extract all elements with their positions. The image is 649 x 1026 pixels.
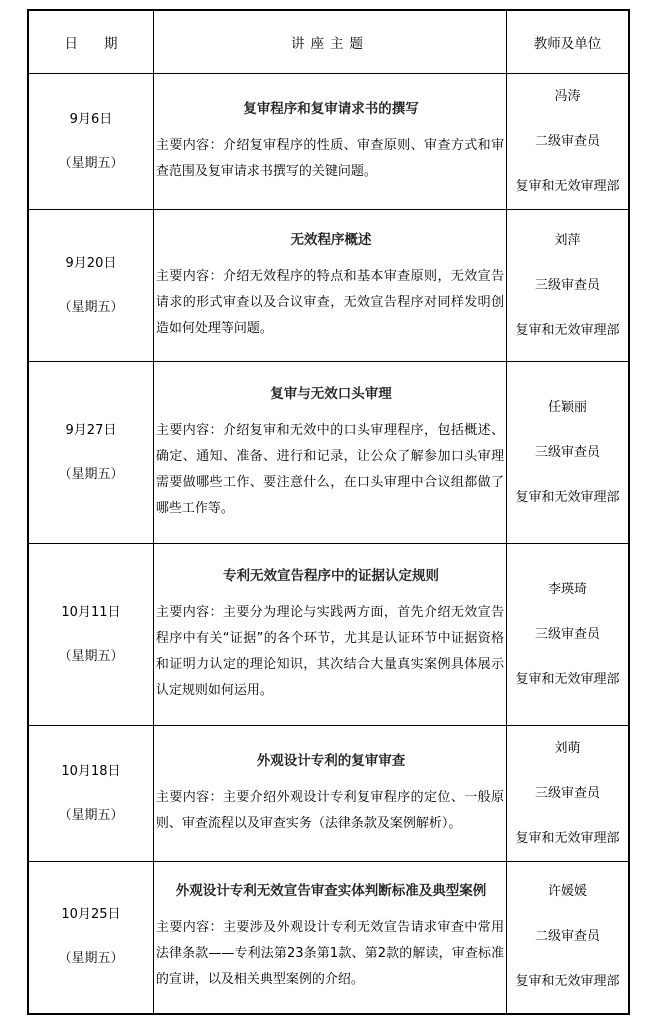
teacher-department: 复审和无效审理部 [515, 489, 620, 505]
teacher-cell [507, 74, 629, 210]
table-header-row [28, 10, 629, 74]
teacher-department: 复审和无效审理部 [515, 974, 620, 990]
teacher-name: 冯涛 [554, 88, 581, 104]
lecture-date: 9月6日 [69, 111, 113, 127]
teacher-rank: 三级审查员 [535, 444, 601, 460]
lecture-title: 外观设计专利的复审审查 [256, 752, 406, 769]
teacher-cell [507, 544, 629, 726]
table-row [28, 210, 629, 362]
table-row [28, 862, 629, 1014]
date-cell [28, 74, 153, 210]
teacher-name: 刘萍 [554, 232, 581, 248]
topic-cell [153, 862, 506, 1014]
lecture-description: 主要内容：介绍复审和无效中的口头审理程序，包括概述、确定、通知、准备、进行和记录，让公众了解参加口头审理需要做哪些工作、要注意什么，在口头审理中合议组都做了哪些工作等。 [155, 422, 505, 516]
teacher-name: 任颖丽 [548, 399, 588, 415]
teacher-cell [507, 862, 629, 1014]
topic-cell [153, 74, 506, 210]
teacher-cell [507, 726, 629, 862]
table-row [28, 74, 629, 210]
teacher-rank: 三级审查员 [535, 277, 601, 293]
date-cell [28, 726, 153, 862]
teacher-name: 刘萌 [554, 740, 581, 756]
lecture-title: 复审程序和复审请求书的撰写 [243, 100, 419, 117]
lecture-weekday: （星期五） [58, 807, 124, 823]
lecture-title: 无效程序概述 [290, 231, 372, 248]
topic-cell [153, 362, 506, 544]
teacher-cell [507, 210, 629, 362]
teacher-department: 复审和无效审理部 [515, 830, 620, 846]
lecture-description: 主要内容：主要涉及外观设计专利无效宣告请求审查中常用法律条款——专利法第23条第1款、第2款的解读，审查标准的宣讲，以及相关典型案例的介绍。 [155, 920, 505, 988]
lecture-title: 专利无效宣告程序中的证据认定规则 [222, 567, 439, 584]
table-row [28, 544, 629, 726]
lecture-description: 主要内容：主要分为理论与实践两方面，首先介绍无效宣告程序中有关“证据”的各个环节，尤其是认证环节中证据资格和证明力认定的理论知识，其次结合大量真实案例具体展示认定规则如何运用。 [155, 604, 505, 698]
date-cell [28, 210, 153, 362]
lecture-date: 9月27日 [65, 422, 117, 438]
lecture-description: 主要内容：介绍复审程序的性质、审查原则、审查方式和审查范围及复审请求书撰写的关键问题。 [155, 137, 505, 179]
lecture-date: 10月18日 [61, 763, 121, 779]
lecture-weekday: （星期五） [58, 648, 124, 664]
lecture-date: 9月20日 [65, 255, 117, 271]
lecture-date: 10月11日 [61, 604, 121, 620]
lecture-weekday: （星期五） [58, 155, 124, 171]
lecture-description: 主要内容：介绍无效程序的特点和基本审查原则，无效宣告请求的形式审查以及合议审查，无效宣告程序对同样发明创造如何处理等问题。 [155, 268, 505, 336]
lecture-title: 复审与无效口头审理 [270, 385, 392, 402]
lecture-schedule-table [27, 9, 630, 1015]
header-teacher: 教师及单位 [507, 10, 629, 74]
teacher-rank: 二级审查员 [535, 133, 601, 149]
topic-cell [153, 726, 506, 862]
lecture-date: 10月25日 [61, 907, 121, 923]
teacher-rank: 三级审查员 [535, 626, 601, 642]
lecture-weekday: （星期五） [58, 299, 124, 315]
teacher-name: 李瑛琦 [548, 581, 588, 597]
lecture-weekday: （星期五） [58, 466, 124, 482]
header-date: 日期 [28, 10, 153, 74]
teacher-department: 复审和无效审理部 [515, 322, 620, 338]
table-row [28, 726, 629, 862]
date-cell [28, 362, 153, 544]
lecture-description: 主要内容：主要介绍外观设计专利复审程序的定位、一般原则、审查流程以及审查实务（法律条款及案例解析）。 [155, 789, 505, 831]
teacher-department: 复审和无效审理部 [515, 178, 620, 194]
teacher-name: 许媛媛 [548, 884, 588, 900]
topic-cell [153, 544, 506, 726]
teacher-department: 复审和无效审理部 [515, 671, 620, 687]
topic-cell [153, 210, 506, 362]
date-cell [28, 862, 153, 1014]
lecture-title: 外观设计专利无效宣告审查实体判断标准及典型案例 [175, 883, 487, 900]
teacher-cell [507, 362, 629, 544]
teacher-rank: 二级审查员 [535, 929, 601, 945]
lecture-weekday: （星期五） [58, 951, 124, 967]
teacher-rank: 三级审查员 [535, 785, 601, 801]
header-topic: 讲座主题 [153, 10, 506, 74]
table-row [28, 362, 629, 544]
date-cell [28, 544, 153, 726]
